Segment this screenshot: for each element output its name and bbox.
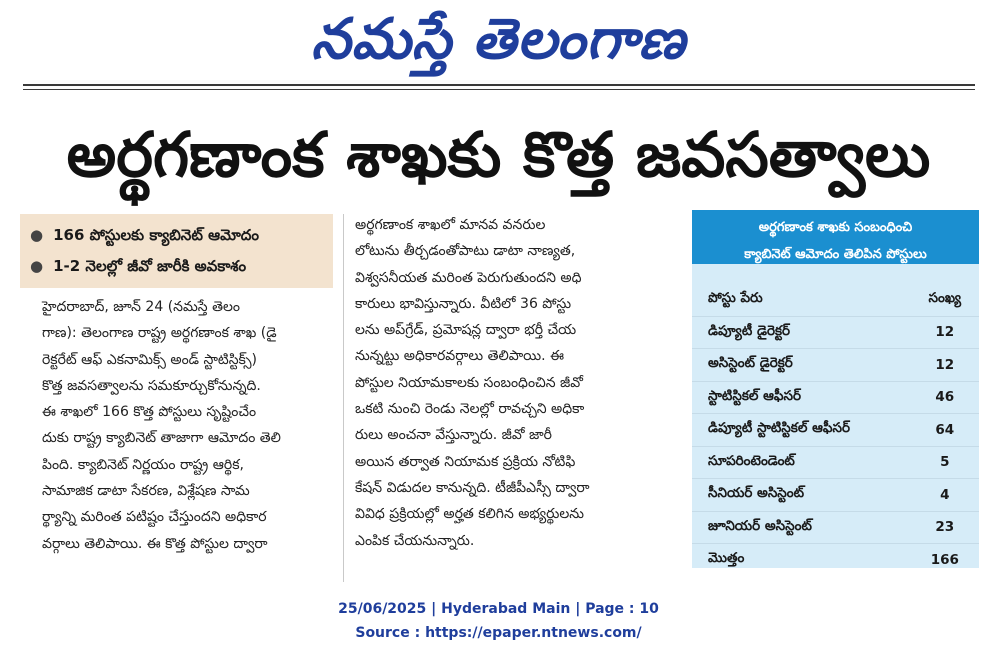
posts-table-box <box>692 210 979 568</box>
text-line: ఈ శాఖలో 166 కొత్త పోస్టులు సృష్టించేం <box>42 404 257 421</box>
text-line: వర్గాలు తెలిపాయి. ఈ కొత్త పోస్టుల ద్వారా <box>42 535 268 552</box>
table-row <box>692 316 979 349</box>
table-total-row <box>692 544 979 576</box>
post-name: డిప్యూటీ డైరెక్టర్‌ <box>692 316 911 349</box>
text-line: పింది. క్యాబినెట్‌ నిర్ణయం రాష్ట్ర ఆర్థిక, <box>42 456 244 473</box>
article-column-2 <box>355 212 675 554</box>
table-row <box>692 446 979 479</box>
top-rule <box>23 84 975 86</box>
post-count: 12 <box>911 349 979 382</box>
text-line: రులు అంచనా వేస్తున్నారు. జీవో జారీ <box>355 427 552 444</box>
table-header-row <box>692 284 979 316</box>
post-count: 46 <box>911 381 979 414</box>
footer-source: Source : https://epaper.ntnews.com/ <box>355 625 642 641</box>
text-line: కారులు భావిస్తున్నారు. వీటిలో 36 పోస్టు <box>355 295 572 312</box>
text-line: లను అప్‌గ్రేడ్‌, ప్రమోషన్ల ద్వారా భర్తీ చేయ <box>355 322 577 339</box>
table-row <box>692 381 979 414</box>
post-name: సీనియర్‌ అసిస్టెంట్‌ <box>692 479 911 512</box>
text-line: సామాజిక డాటా సేకరణ, విశ్లేషణ సామ <box>42 483 250 500</box>
article-column-1 <box>42 294 334 557</box>
post-name: సూపరింటెండెంట్‌ <box>692 446 911 479</box>
text-line: అర్థగణాంక శాఖలో మానవ వనరుల <box>355 217 546 233</box>
bullet-icon: ● <box>30 226 44 244</box>
table-row <box>692 511 979 544</box>
text-line: ర్థ్యాన్ని మరింత పటిష్టం చేస్తుందని అధికార <box>42 509 267 526</box>
post-count: 64 <box>911 414 979 447</box>
posts-table <box>692 284 979 576</box>
footer-date-edition: 25/06/2025 | Hyderabad Main | Page : 10 <box>338 601 659 617</box>
post-name: డిప్యూటీ స్టాటిస్టికల్‌ ఆఫీసర్‌ <box>692 414 911 447</box>
highlights-box <box>20 214 333 288</box>
text-line: నున్నట్టు అధికారవర్గాలు తెలిపాయి. ఈ <box>355 348 564 365</box>
table-title-line: క్యాబినెట్‌ ఆమోదం తెలిపిన పోస్టులు <box>744 247 927 262</box>
text-line: కేషన్‌ విడుదల కానున్నది. టీజీపీఎస్సీ ద్వారా <box>355 479 590 496</box>
post-name: స్టాటిస్టికల్‌ ఆఫీసర్‌ <box>692 381 911 414</box>
table-row <box>692 349 979 382</box>
text-line: హైదరాబాద్‌, జూన్‌ 24 (నమస్తే తెలం <box>42 299 240 315</box>
column-header-post: పోస్టు పేరు <box>708 290 763 307</box>
table-row <box>692 479 979 512</box>
post-name: జూనియర్‌ అసిస్టెంట్‌ <box>692 511 911 544</box>
post-count: 12 <box>911 316 979 349</box>
text-line: విశ్వసనీయత మరింత పెరుగుతుందని అధి <box>355 269 582 286</box>
text-line: అయిన తర్వాత నియామక ప్రక్రియ నోటిఫి <box>355 453 576 470</box>
text-line: గాణ): తెలంగాణ రాష్ట్ర అర్థగణాంక శాఖ (డై <box>42 325 277 342</box>
table-row <box>692 414 979 447</box>
total-label: మొత్తం <box>692 544 911 576</box>
text-line: కొత్త జవసత్వాలను సమకూర్చుకోనున్నది. <box>42 377 261 394</box>
highlight-item: ● 166 పోస్టులకు క్యాబినెట్‌ ఆమోదం <box>30 226 259 244</box>
text-line: రెక్టరేట్‌ ఆఫ్‌ ఎకనామిక్స్‌ అండ్‌ స్టాటిస్టిక్స్‌) <box>42 351 258 368</box>
post-name: అసిస్టెంట్‌ డైరెక్టర్‌ <box>692 349 911 382</box>
top-rule-thin <box>23 89 975 90</box>
text-line: ఒకటి నుంచి రెండు నెలల్లో రావచ్చని అధికా <box>355 401 585 418</box>
posts-table-title <box>692 210 979 264</box>
post-count: 5 <box>911 446 979 479</box>
text-line: పోస్టుల నియామకాలకు సంబంధించిన జీవో <box>355 374 583 391</box>
column-header-count: సంఖ్య <box>928 290 962 307</box>
post-count: 4 <box>911 479 979 512</box>
text-line: లోటును తీర్చడంతోపాటు డాటా నాణ్యత, <box>355 243 576 260</box>
total-count: 166 <box>911 544 979 576</box>
text-line: ఎంపిక చేయనున్నారు. <box>355 532 475 549</box>
highlight-item: ● 1-2 నెలల్లో జీవో జారీకి అవకాశం <box>30 257 247 275</box>
table-title-line: అర్థగణాంక శాఖకు సంబంధించి <box>758 220 913 235</box>
text-line: వివిధ ప్రక్రియల్లో అర్హత కలిగిన అభ్యర్థులను <box>355 506 584 523</box>
article-headline: అర్థగణాంక శాఖకు కొత్త జవసత్వాలు <box>66 118 931 191</box>
post-count: 23 <box>911 511 979 544</box>
masthead-logo: నమస్తే తెలంగాణ <box>311 6 686 72</box>
text-line: దుకు రాష్ట్ర క్యాబినెట్‌ తాజాగా ఆమోదం తెలి <box>42 430 281 447</box>
bullet-icon: ● <box>30 257 44 275</box>
column-divider <box>343 214 344 582</box>
